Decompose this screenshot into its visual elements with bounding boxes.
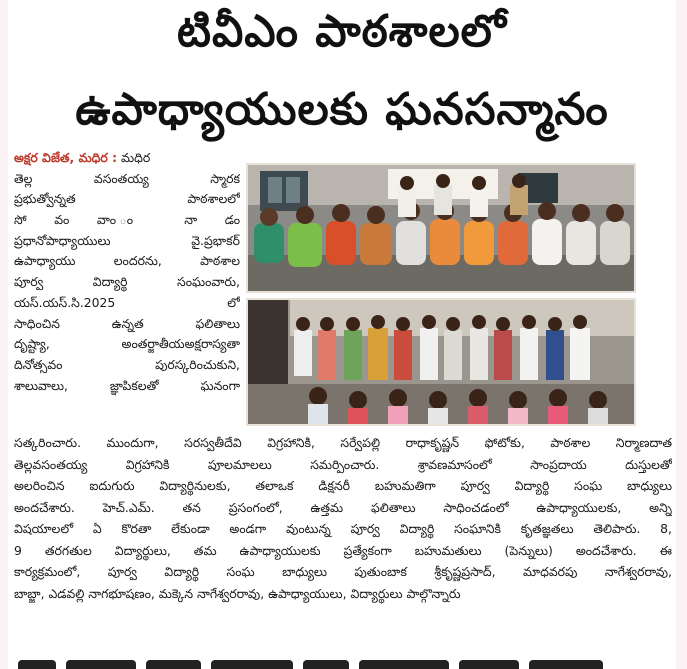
column-line: దినోత్సవం పురస్కరించుకుని, (14, 356, 240, 372)
body-line: బాబ్జా, ఎడవల్లి నాగభూషణం, మక్కెన నాగేశ్వరరావు, ఉపాధ్యాయులు, విద్యార్థులు పాల్గొన్నారు (14, 585, 461, 601)
byline: అక్షర విజేత, మధిర : (14, 150, 118, 165)
article-full-width-text (14, 432, 672, 604)
newspaper-clipping (8, 0, 676, 669)
body-line: అందచేశారు. హెచ్.ఎమ్. తన ప్రసంగంలో, ఉత్తమ ఫలితాలు సాధించడంలో ఉపాధ్యాయులకు, అన్ని (14, 499, 672, 515)
teachers-seated-honored-photo (246, 163, 636, 293)
column-line: శాలువాలు, జ్ఞాపికలతో ఘనంగా (14, 377, 240, 393)
column-line: ప్రధానోపాధ్యాయులు వై.ప్రభాకర్ (14, 232, 240, 248)
body-line: అలరించిన ఐదుగురు విద్యార్థినులకు, తలాఒక డిక్షనరీ బహుమతిగా పూర్వ విద్యార్థి సంఘ బాధ్యులు (14, 478, 672, 493)
column-line: ప్రభుత్వోన్నత పాఠశాలలో (14, 191, 240, 207)
byline-line (14, 148, 240, 169)
column-line: సో వం వాం ం నా డం (14, 212, 240, 228)
body-line: తెల్లవసంతయ్య విగ్రహానికి పూలమాలలు సమర్పించారు. శ్రావణమాసంలో సాంప్రదాయ దుస్తులతో (14, 456, 672, 472)
article-column-text (14, 148, 240, 396)
column-line: సాధించిన ఉన్నత ఫలితాలు (14, 315, 240, 331)
headline-line-2: ఉపాధ్యాయులకు ఘనసన్మానం (75, 84, 609, 135)
students-gathering-photo (246, 298, 636, 426)
column-line: పూర్వ విద్యార్థి సంఘంవారు, (14, 274, 240, 290)
body-line: విషయాలలో ఏ కొరతా లేకుండా అండగా వుంటున్న పూర్వ విద్యార్థి సంఘానికి కృతజ్ఞతలు తెలిపారు. 8, (14, 521, 672, 536)
column-line: దృష్ట్యా, అంతర్జాతీయఅక్షరాస్యతా (14, 336, 240, 352)
column-line: యస్.యస్.సి.2025 లో (14, 294, 240, 310)
next-headline-cut-off (18, 655, 658, 669)
headline-line-1: టివీఎం పాఠశాలలో (177, 6, 507, 57)
body-line: 9 తరగతుల విద్యార్థులు, తమ ఉపాధ్యాయులకు ప్రత్యేకంగా బహుమతులు (పెన్నులు) అందచేశారు. ఈ (14, 542, 672, 558)
byline-place: మధిర (121, 150, 151, 165)
photo-illustration-2 (248, 300, 634, 424)
body-line: సత్కరించారు. ముందుగా, సరస్వతీదేవి విగ్రహానికి, సర్వేపల్లి రాధాకృష్ణన్ ఫోటోకు, పాఠశాల నిర్మాణదాత (14, 435, 672, 450)
photo-illustration-1 (248, 165, 634, 291)
column-line: ఉపాధ్యాయు లందరను, పాఠశాల (14, 253, 240, 269)
column-line: తెల్ల వసంతయ్య స్మారక (14, 170, 240, 186)
body-line: కార్యక్రమంలో, పూర్వ విద్యార్థి సంఘ బాధ్యులు పుతుంబాక శ్రీకృష్ణప్రసాద్, మాధవరపు నాగేశ్వరరావు, (14, 564, 672, 579)
